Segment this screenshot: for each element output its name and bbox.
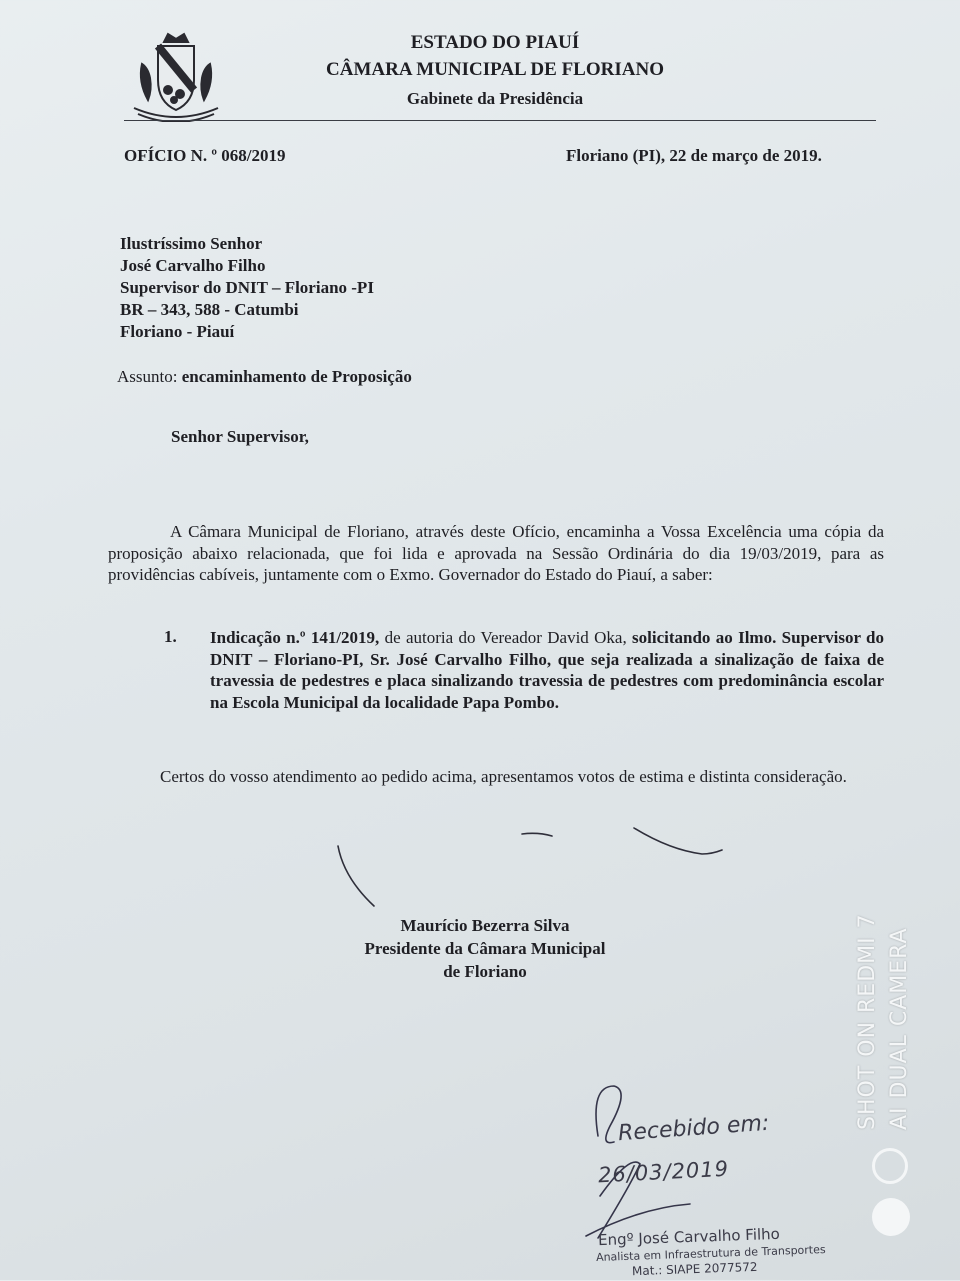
addressee-line: Ilustríssimo Senhor xyxy=(120,234,263,253)
watermark-ring-icon xyxy=(872,1148,908,1184)
proposition-item xyxy=(210,627,884,713)
place-date: Floriano (PI), 22 de março de 2019. xyxy=(566,146,822,165)
proposition-request: solicitando ao Ilmo. Supervisor do DNIT – Floriano-PI, Sr. José Carvalho Filho, que seja realizada a sinalização de faixa de travessia de pedestres e placa sinalizando travessia de pedestres com predominância escolar na Escola Municipal da localidade Papa Pombo. xyxy=(210,628,884,712)
stamp-role: Analista em Infraestrutura de Transportes xyxy=(595,1242,826,1265)
signer-name: Maurício Bezerra Silva xyxy=(400,916,570,935)
header-divider xyxy=(124,120,876,121)
stamp-registration: Mat.: SIAPE 2077572 xyxy=(631,1259,758,1279)
addressee-block xyxy=(120,233,374,343)
header-chamber: CÂMARA MUNICIPAL DE FLORIANO xyxy=(326,59,664,80)
received-date: 26/03/2019 xyxy=(597,1156,730,1188)
item-number: 1. xyxy=(164,627,177,646)
signer-city: de Floriano xyxy=(443,962,527,981)
addressee-line: BR – 343, 588 - Catumbi xyxy=(120,300,299,319)
greeting: Senhor Supervisor, xyxy=(171,427,309,446)
watermark-dot-icon xyxy=(872,1198,910,1236)
coat-of-arms-icon xyxy=(128,30,224,122)
camera-watermark xyxy=(852,913,916,1130)
closing-paragraph: Certos do vosso atendimento ao pedido acima, apresentamos votos de estima e distinta consideração. xyxy=(160,767,847,786)
subject-line xyxy=(117,367,412,387)
subject-value: encaminhamento de Proposição xyxy=(181,367,412,386)
addressee-line: Floriano - Piauí xyxy=(120,322,235,341)
header-office: Gabinete da Presidência xyxy=(406,89,584,108)
subject-label: Assunto: xyxy=(117,367,178,386)
watermark-line-2: AI DUAL CAMERA xyxy=(887,927,912,1130)
oficio-number: OFÍCIO N. º 068/2019 xyxy=(124,146,286,165)
stamp-name: Engº José Carvalho Filho xyxy=(597,1224,781,1250)
handwritten-signature-icon xyxy=(330,820,730,920)
watermark-line-1: SHOT ON REDMI 7 xyxy=(855,913,880,1130)
proposition-author: de autoria do Vereador David Oka, xyxy=(379,628,633,647)
signer-role: Presidente da Câmara Municipal xyxy=(364,939,606,958)
received-note: Recebido em: xyxy=(617,1110,771,1147)
proposition-id: Indicação n.º 141/2019, xyxy=(210,628,380,647)
header-state: ESTADO DO PIAUÍ xyxy=(410,32,580,53)
addressee-line: José Carvalho Filho xyxy=(120,256,266,275)
addressee-line: Supervisor do DNIT – Floriano -PI xyxy=(120,278,374,297)
body-paragraph-1: A Câmara Municipal de Floriano, através deste Ofício, encaminha a Vossa Excelência uma cópia da proposição abaixo relacionada, que foi lida e aprovada na Sessão Ordinária do dia 19/03/2019, para as providências cabíveis, juntamente com o Exmo. Governador do Estado do Piauí, a saber: xyxy=(108,522,884,584)
